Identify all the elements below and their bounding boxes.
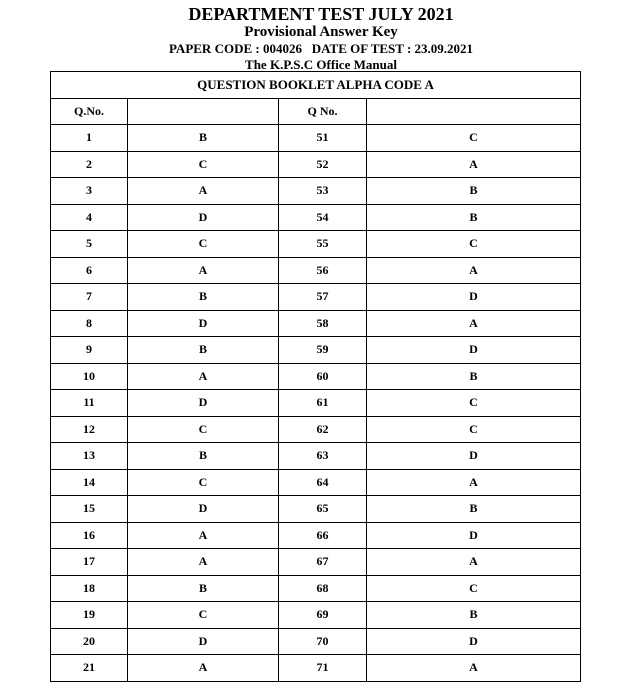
answer-right: A <box>367 151 581 178</box>
question-number-left: 15 <box>51 496 128 523</box>
question-number-left: 17 <box>51 549 128 576</box>
question-number-right: 58 <box>279 310 367 337</box>
answer-left: D <box>128 496 279 523</box>
document-subtitle: Provisional Answer Key <box>244 24 398 40</box>
answer-left: B <box>128 284 279 311</box>
table-row <box>51 416 581 443</box>
question-number-right: 61 <box>279 390 367 417</box>
table-row <box>51 655 581 682</box>
answer-left: D <box>128 628 279 655</box>
table-row <box>51 204 581 231</box>
column-header-qno-right: Q No. <box>279 99 367 125</box>
question-number-right: 57 <box>279 284 367 311</box>
question-number-right: 51 <box>279 125 367 152</box>
table-row <box>51 310 581 337</box>
answer-left: C <box>128 416 279 443</box>
answer-right: B <box>367 496 581 523</box>
document-title: DEPARTMENT TEST JULY 2021 <box>188 4 454 24</box>
answer-right: A <box>367 549 581 576</box>
answer-left: D <box>128 390 279 417</box>
question-number-right: 53 <box>279 178 367 205</box>
question-number-left: 5 <box>51 231 128 258</box>
booklet-code-label: QUESTION BOOKLET ALPHA CODE A <box>51 72 581 99</box>
column-header-answer-right <box>367 99 581 125</box>
answer-right: C <box>367 125 581 152</box>
answer-right: A <box>367 469 581 496</box>
answer-left: A <box>128 178 279 205</box>
question-number-left: 8 <box>51 310 128 337</box>
answer-right: C <box>367 231 581 258</box>
question-number-left: 21 <box>51 655 128 682</box>
table-row <box>51 337 581 364</box>
answer-right: C <box>367 390 581 417</box>
table-row <box>51 522 581 549</box>
booklet-code-row <box>51 72 581 99</box>
answer-left: A <box>128 655 279 682</box>
question-number-right: 64 <box>279 469 367 496</box>
question-number-left: 6 <box>51 257 128 284</box>
question-number-right: 56 <box>279 257 367 284</box>
question-number-right: 59 <box>279 337 367 364</box>
answer-left: B <box>128 575 279 602</box>
column-header-row <box>51 99 581 125</box>
paper-code-line: PAPER CODE : 004026 DATE OF TEST : 23.09.2021 <box>168 41 474 56</box>
table-row <box>51 575 581 602</box>
table-row <box>51 496 581 523</box>
answer-left: C <box>128 469 279 496</box>
answer-right: D <box>367 284 581 311</box>
answer-left: A <box>128 549 279 576</box>
answer-left: A <box>128 257 279 284</box>
question-number-left: 19 <box>51 602 128 629</box>
question-number-left: 11 <box>51 390 128 417</box>
answer-left: B <box>128 337 279 364</box>
question-number-left: 3 <box>51 178 128 205</box>
table-row <box>51 549 581 576</box>
answer-right: D <box>367 628 581 655</box>
question-number-right: 68 <box>279 575 367 602</box>
question-number-left: 7 <box>51 284 128 311</box>
answer-left: D <box>128 310 279 337</box>
answer-right: A <box>367 655 581 682</box>
answer-right: B <box>367 204 581 231</box>
question-number-right: 69 <box>279 602 367 629</box>
question-number-right: 63 <box>279 443 367 470</box>
paper-name: The K.P.S.C Office Manual <box>245 57 397 72</box>
question-number-right: 55 <box>279 231 367 258</box>
question-number-right: 54 <box>279 204 367 231</box>
question-number-right: 67 <box>279 549 367 576</box>
table-row <box>51 602 581 629</box>
question-number-left: 4 <box>51 204 128 231</box>
question-number-left: 12 <box>51 416 128 443</box>
table-row <box>51 443 581 470</box>
question-number-left: 9 <box>51 337 128 364</box>
column-header-answer-left <box>128 99 279 125</box>
answer-right: D <box>367 443 581 470</box>
table-row <box>51 284 581 311</box>
table-row <box>51 178 581 205</box>
question-number-right: 65 <box>279 496 367 523</box>
question-number-right: 66 <box>279 522 367 549</box>
answer-left: C <box>128 231 279 258</box>
table-row <box>51 363 581 390</box>
question-number-right: 71 <box>279 655 367 682</box>
question-number-right: 70 <box>279 628 367 655</box>
answer-key-table <box>50 71 581 682</box>
question-number-left: 20 <box>51 628 128 655</box>
answer-right: C <box>367 575 581 602</box>
question-number-right: 52 <box>279 151 367 178</box>
answer-left: B <box>128 125 279 152</box>
answer-right: D <box>367 337 581 364</box>
answer-right: D <box>367 522 581 549</box>
table-row <box>51 469 581 496</box>
answer-right: A <box>367 310 581 337</box>
table-row <box>51 257 581 284</box>
answer-right: B <box>367 363 581 390</box>
answer-left: C <box>128 602 279 629</box>
answer-right: A <box>367 257 581 284</box>
answer-left: B <box>128 443 279 470</box>
answer-right: B <box>367 602 581 629</box>
table-row <box>51 125 581 152</box>
answer-left: D <box>128 204 279 231</box>
question-number-left: 14 <box>51 469 128 496</box>
question-number-left: 10 <box>51 363 128 390</box>
table-row <box>51 151 581 178</box>
answer-right: C <box>367 416 581 443</box>
answer-left: A <box>128 363 279 390</box>
question-number-right: 60 <box>279 363 367 390</box>
column-header-qno-left: Q.No. <box>51 99 128 125</box>
table-row <box>51 390 581 417</box>
answer-right: B <box>367 178 581 205</box>
answer-left: A <box>128 522 279 549</box>
question-number-left: 16 <box>51 522 128 549</box>
question-number-left: 13 <box>51 443 128 470</box>
table-row <box>51 231 581 258</box>
table-row <box>51 628 581 655</box>
question-number-left: 18 <box>51 575 128 602</box>
question-number-right: 62 <box>279 416 367 443</box>
answer-left: C <box>128 151 279 178</box>
question-number-left: 1 <box>51 125 128 152</box>
question-number-left: 2 <box>51 151 128 178</box>
